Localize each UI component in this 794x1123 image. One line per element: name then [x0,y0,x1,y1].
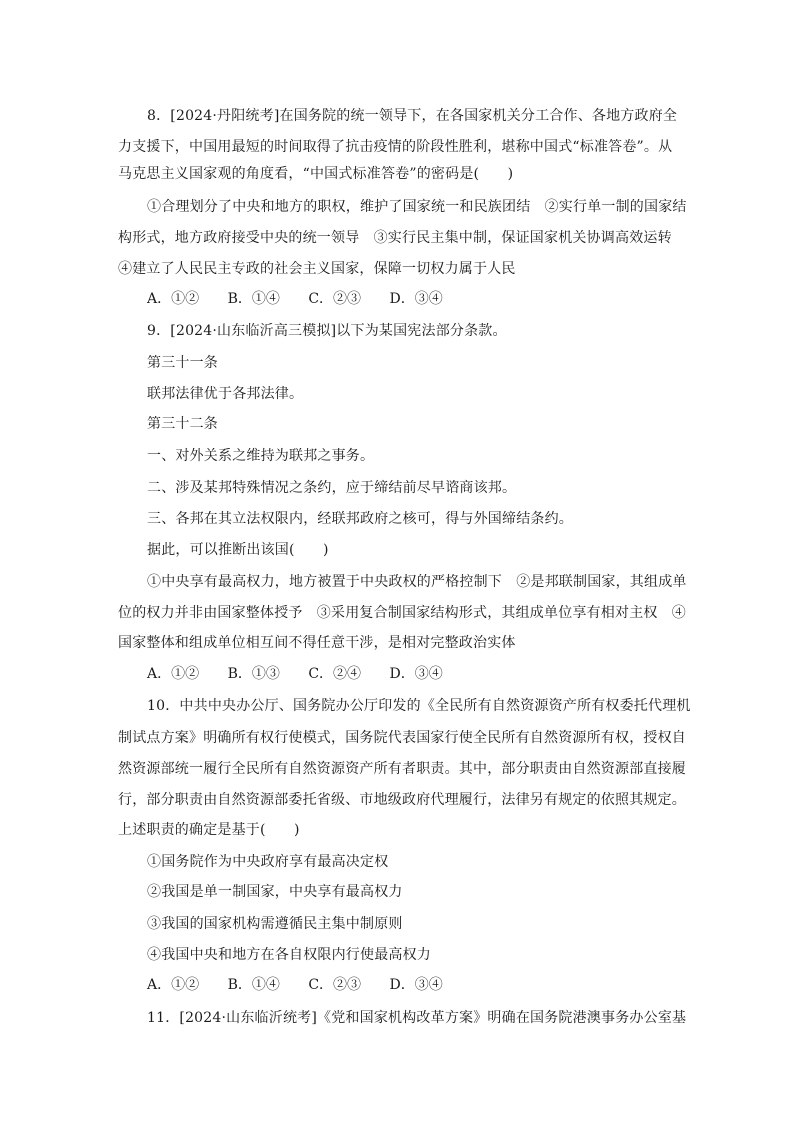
q10-stem-line-3: 然资源部统一履行全民所有自然资源资产所有者职责。其中，部分职责由自然资源部直接履 [118,761,686,777]
q9-options [147,663,467,685]
q10-option-a[interactable]: A．①② [147,977,200,993]
q8-option-a[interactable]: A．①② [147,291,200,307]
q8-stem-line-3: 马克思主义国家观的角度看，“中国式标准答卷”的密码是( ) [118,166,514,182]
q9-body-line-3: 第三十二条 [147,416,218,432]
q10-statement-line-4: ④我国中央和地方在各自权限内行使最高权力 [147,947,431,963]
q8-options [147,288,467,310]
q8-statement-line-2: 构形式，地方政府接受中央的统一领导 ③实行民主集中制，保证国家机关协调高效运转 [118,230,672,246]
q10-stem-line-4: 行，部分职责由自然资源部委托省级、市地级政府代理履行，法律另有规定的依照其规定。 [118,792,686,808]
q9-option-a[interactable]: A．①② [147,666,200,682]
q9-statement-line-1: ①中央享有最高权力，地方被置于中央政权的严格控制下 ②是邦联制国家，其组成单 [147,574,687,590]
q11-stem-line-1: 11．[2024·山东临沂统考]《党和国家机构改革方案》明确在国务院港澳事务办公室基 [147,1010,687,1026]
q10-stem-line-2: 制试点方案》明确所有权行使模式，国务院代表国家行使全民所有自然资源所有权，授权自 [118,730,686,746]
q10-statement-line-1: ①国务院作为中央政府享有最高决定权 [147,854,389,870]
q10-option-c[interactable]: C．②③ [308,977,362,993]
q10-statement-line-2: ②我国是单一制国家，中央享有最高权力 [147,884,403,900]
q8-option-c[interactable]: C．②③ [308,291,362,307]
q9-option-c[interactable]: C．②④ [308,666,362,682]
q9-body-line-1: 第三十一条 [147,355,218,371]
q9-body-line-5: 二、涉及某邦特殊情况之条约，应于缔结前尽早谘商该邦。 [147,480,517,496]
q9-statement-line-2: 位的权力并非由国家整体授予 ③采用复合制国家结构形式，其组成单位享有相对主权 ④ [118,605,686,621]
q9-body-line-4: 一、对外关系之维持为联邦之事务。 [147,448,375,464]
q10-option-d[interactable]: D．③④ [389,977,443,993]
q9-stem-line-1: 9．[2024·山东临沂高三模拟]以下为某国宪法部分条款。 [147,323,507,339]
q10-stem-line-5: 上述职责的确定是基于( ) [118,822,300,838]
q9-body-line-7: 据此，可以推断出该国( ) [147,542,329,558]
q8-stem-line-2: 力支援下，中国用最短的时间取得了抗击疫情的阶段性胜利，堪称中国式“标准答卷”。从 [118,139,673,155]
q8-stem-line-1: 8．[2024·丹阳统考]在国务院的统一领导下，在各国家机关分工合作、各地方政府全 [147,108,678,124]
q9-body-line-2: 联邦法律优于各邦法律。 [147,386,304,402]
q8-statement-line-1: ①合理划分了中央和地方的职权，维护了国家统一和民族团结 ②实行单一制的国家结 [147,199,687,215]
q10-stem-line-1: 10．中共中央办公厅、国务院办公厅印发的《全民所有自然资源资产所有权委托代理机 [147,698,691,714]
q9-option-d[interactable]: D．③④ [389,666,443,682]
q8-option-d[interactable]: D．③④ [389,291,443,307]
q10-option-b[interactable]: B．①④ [227,977,280,993]
q10-statement-line-3: ③我国的国家机构需遵循民主集中制原则 [147,916,403,932]
q9-option-b[interactable]: B．①③ [227,666,280,682]
q8-statement-line-3: ④建立了人民民主专政的社会主义国家，保障一切权力属于人民 [118,261,516,277]
q8-option-b[interactable]: B．①④ [227,291,280,307]
q10-options [147,974,467,996]
q9-statement-line-3: 国家整体和组成单位相互间不得任意干涉，是相对完整政治实体 [118,635,516,651]
q9-body-line-6: 三、各邦在其立法权限内，经联邦政府之核可，得与外国缔结条约。 [147,511,573,527]
